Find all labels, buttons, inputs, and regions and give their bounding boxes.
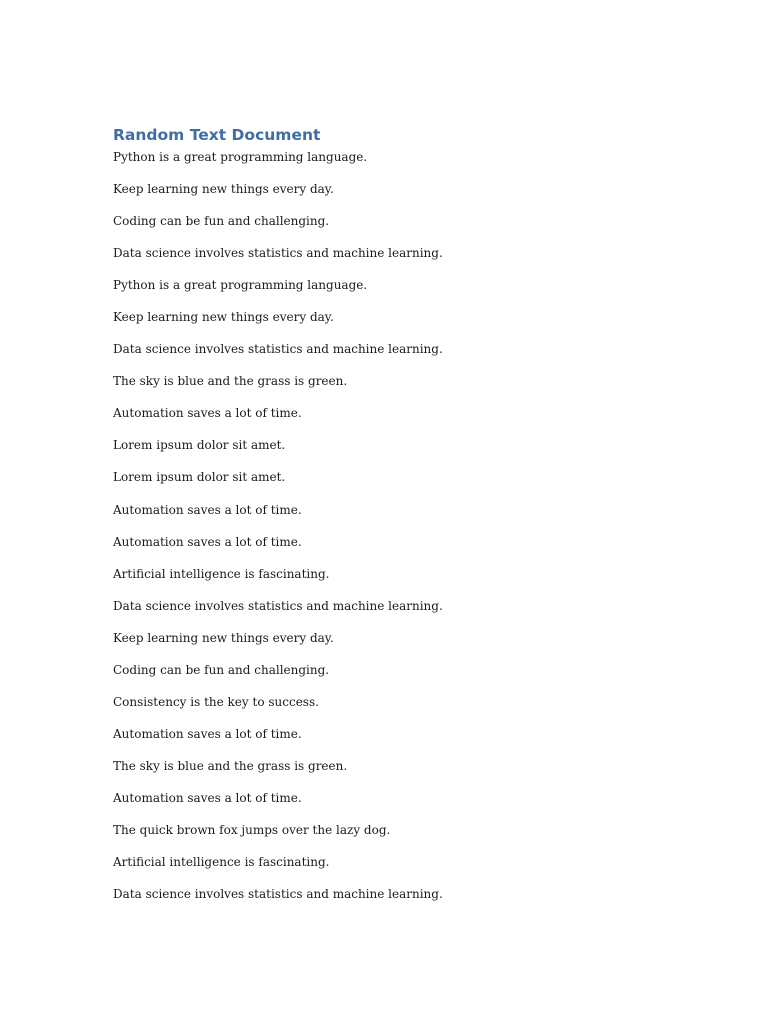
document-body <box>113 124 673 915</box>
paragraph: Python is a great programming language. <box>113 150 368 164</box>
paragraph: Automation saves a lot of time. <box>113 406 302 421</box>
paragraph: The sky is blue and the grass is green. <box>113 758 348 773</box>
paragraph: The quick brown fox jumps over the lazy dog. <box>113 822 391 837</box>
paragraph: Data science involves statistics and machine learning. <box>113 342 443 357</box>
paragraph: Coding can be fun and challenging. <box>113 662 330 677</box>
paragraph: Lorem ipsum dolor sit amet. <box>113 438 286 453</box>
paragraph: Artificial intelligence is fascinating. <box>113 566 330 581</box>
paragraph: Artificial intelligence is fascinating. <box>113 855 330 870</box>
paragraph: Coding can be fun and challenging. <box>113 214 330 229</box>
paragraph: Data science involves statistics and machine learning. <box>113 598 443 613</box>
paragraph: The sky is blue and the grass is green. <box>113 374 348 389</box>
paragraph: Automation saves a lot of time. <box>113 726 302 741</box>
document-title: Random Text Document <box>113 126 321 144</box>
paragraph: Data science involves statistics and machine learning. <box>113 887 443 902</box>
paragraph: Data science involves statistics and machine learning. <box>113 246 443 261</box>
paragraph: Keep learning new things every day. <box>113 630 334 645</box>
paragraph: Keep learning new things every day. <box>113 182 334 197</box>
paragraph: Lorem ipsum dolor sit amet. <box>113 470 286 485</box>
paragraph: Keep learning new things every day. <box>113 310 334 325</box>
paragraph: Consistency is the key to success. <box>113 694 319 709</box>
paragraph: Python is a great programming language. <box>113 278 368 293</box>
paragraph: Automation saves a lot of time. <box>113 790 302 805</box>
paragraph-list <box>113 146 673 906</box>
paragraph: Automation saves a lot of time. <box>113 502 302 517</box>
paragraph: Automation saves a lot of time. <box>113 534 302 549</box>
